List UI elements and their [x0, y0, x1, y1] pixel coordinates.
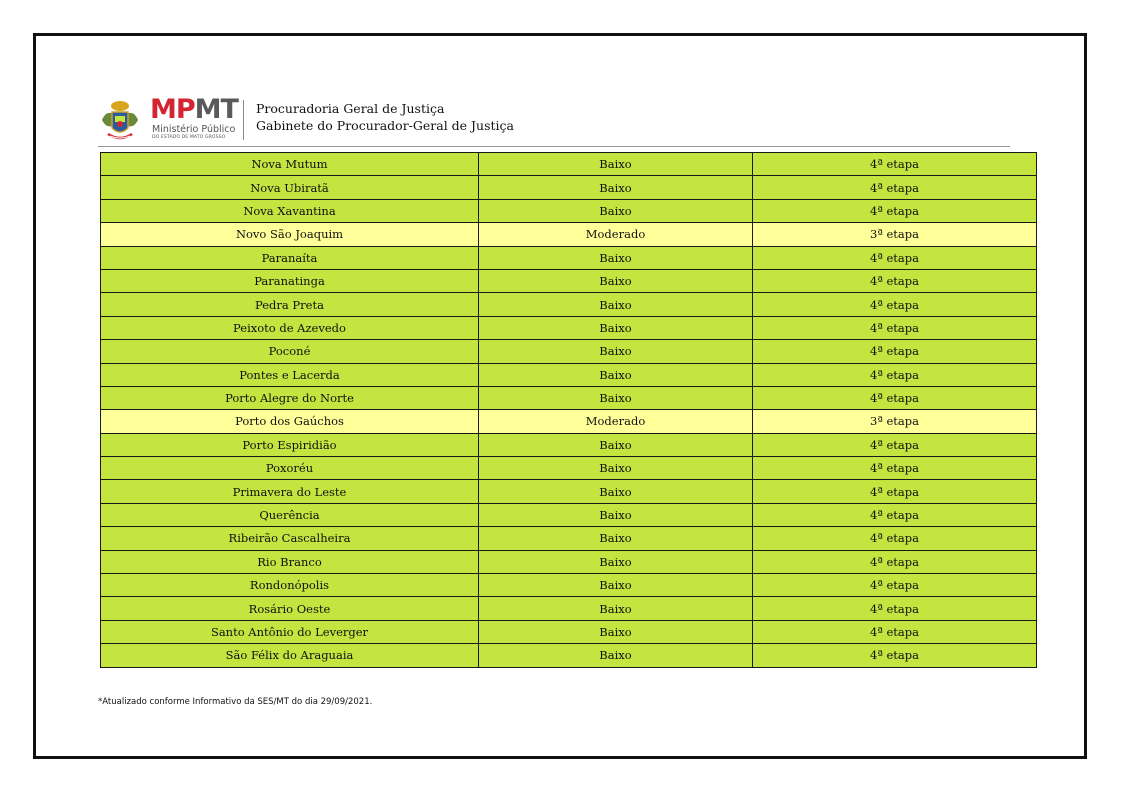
table-row	[101, 293, 1037, 316]
stage-cell: 4ª etapa	[753, 503, 1037, 526]
stage-cell: 3ª etapa	[753, 223, 1037, 246]
municipality-cell: Rosário Oeste	[101, 597, 479, 620]
table-row	[101, 503, 1037, 526]
table-row	[101, 433, 1037, 456]
table-row	[101, 363, 1037, 386]
risk-level-cell: Baixo	[479, 269, 753, 292]
municipality-cell: Poconé	[101, 340, 479, 363]
municipality-cell: Poxoréu	[101, 457, 479, 480]
stage-cell: 4ª etapa	[753, 199, 1037, 222]
document-header	[98, 96, 1010, 146]
stage-cell: 4ª etapa	[753, 153, 1037, 176]
risk-level-cell: Baixo	[479, 246, 753, 269]
risk-level-cell: Baixo	[479, 316, 753, 339]
table-row	[101, 316, 1037, 339]
table-row	[101, 269, 1037, 292]
table-row	[101, 574, 1037, 597]
table-row	[101, 223, 1037, 246]
municipality-cell: Santo Antônio do Leverger	[101, 620, 479, 643]
header-divider	[243, 100, 244, 140]
brand-block	[150, 96, 238, 141]
stage-cell: 4ª etapa	[753, 527, 1037, 550]
municipality-cell: Rio Branco	[101, 550, 479, 573]
stage-cell: 4ª etapa	[753, 386, 1037, 409]
municipality-cell: Porto dos Gaúchos	[101, 410, 479, 433]
risk-level-cell: Baixo	[479, 457, 753, 480]
table-row	[101, 199, 1037, 222]
risk-level-cell: Moderado	[479, 223, 753, 246]
brand-subtitle: Ministério Público	[152, 124, 236, 135]
municipality-cell: Querência	[101, 503, 479, 526]
risk-level-cell: Baixo	[479, 503, 753, 526]
stage-cell: 4ª etapa	[753, 457, 1037, 480]
stage-cell: 4ª etapa	[753, 597, 1037, 620]
stage-cell: 4ª etapa	[753, 620, 1037, 643]
municipality-cell: Peixoto de Azevedo	[101, 316, 479, 339]
stage-cell: 4ª etapa	[753, 480, 1037, 503]
brand-subtitle-state: DO ESTADO DE MATO GROSSO	[152, 135, 226, 140]
stage-cell: 4ª etapa	[753, 269, 1037, 292]
risk-level-cell: Baixo	[479, 550, 753, 573]
header-line-2: Gabinete do Procurador-Geral de Justiça	[256, 118, 515, 133]
stage-cell: 4ª etapa	[753, 363, 1037, 386]
table-row	[101, 527, 1037, 550]
table-row	[101, 153, 1037, 176]
table-row	[101, 246, 1037, 269]
municipality-cell: Pontes e Lacerda	[101, 363, 479, 386]
municipality-cell: São Félix do Araguaia	[101, 644, 479, 667]
municipality-cell: Porto Alegre do Norte	[101, 386, 479, 409]
municipality-cell: Paranaíta	[101, 246, 479, 269]
brand-mt: MT	[194, 94, 238, 125]
table-row	[101, 620, 1037, 643]
municipality-cell: Nova Xavantina	[101, 199, 479, 222]
stage-cell: 4ª etapa	[753, 340, 1037, 363]
header-text	[256, 100, 514, 134]
municipality-cell: Novo São Joaquim	[101, 223, 479, 246]
mpmt-logo	[98, 96, 248, 144]
municipality-cell: Nova Mutum	[101, 153, 479, 176]
stage-cell: 4ª etapa	[753, 316, 1037, 339]
risk-level-cell: Baixo	[479, 433, 753, 456]
municipality-cell: Pedra Preta	[101, 293, 479, 316]
municipality-cell: Paranatinga	[101, 269, 479, 292]
header-rule	[98, 146, 1010, 147]
risk-level-cell: Baixo	[479, 386, 753, 409]
table-row	[101, 410, 1037, 433]
risk-level-cell: Baixo	[479, 527, 753, 550]
table-row	[101, 457, 1037, 480]
table-row	[101, 597, 1037, 620]
stage-cell: 3ª etapa	[753, 410, 1037, 433]
header-line-1: Procuradoria Geral de Justiça	[256, 101, 445, 116]
stage-cell: 4ª etapa	[753, 293, 1037, 316]
municipality-cell: Ribeirão Cascalheira	[101, 527, 479, 550]
municipality-cell: Nova Ubiratã	[101, 176, 479, 199]
stage-cell: 4ª etapa	[753, 246, 1037, 269]
stage-cell: 4ª etapa	[753, 550, 1037, 573]
stage-cell: 4ª etapa	[753, 176, 1037, 199]
risk-level-cell: Baixo	[479, 199, 753, 222]
municipality-cell: Rondonópolis	[101, 574, 479, 597]
risk-level-cell: Baixo	[479, 644, 753, 667]
table-row	[101, 386, 1037, 409]
municipality-risk-table	[100, 152, 1037, 668]
stage-cell: 4ª etapa	[753, 644, 1037, 667]
table-row	[101, 480, 1037, 503]
risk-level-cell: Baixo	[479, 620, 753, 643]
risk-level-cell: Baixo	[479, 293, 753, 316]
coat-of-arms-icon	[98, 98, 142, 142]
risk-level-cell: Baixo	[479, 574, 753, 597]
table-row	[101, 644, 1037, 667]
footnote: *Atualizado conforme Informativo da SES/MT do dia 29/09/2021.	[98, 697, 373, 707]
risk-level-cell: Baixo	[479, 480, 753, 503]
municipality-cell: Primavera do Leste	[101, 480, 479, 503]
risk-level-cell: Baixo	[479, 153, 753, 176]
table-row	[101, 176, 1037, 199]
stage-cell: 4ª etapa	[753, 433, 1037, 456]
table-row	[101, 550, 1037, 573]
risk-level-cell: Moderado	[479, 410, 753, 433]
risk-level-cell: Baixo	[479, 340, 753, 363]
municipality-cell: Porto Espiridião	[101, 433, 479, 456]
table-row	[101, 340, 1037, 363]
stage-cell: 4ª etapa	[753, 574, 1037, 597]
risk-level-cell: Baixo	[479, 597, 753, 620]
risk-level-cell: Baixo	[479, 363, 753, 386]
brand-mp: MP	[150, 94, 195, 125]
risk-level-cell: Baixo	[479, 176, 753, 199]
